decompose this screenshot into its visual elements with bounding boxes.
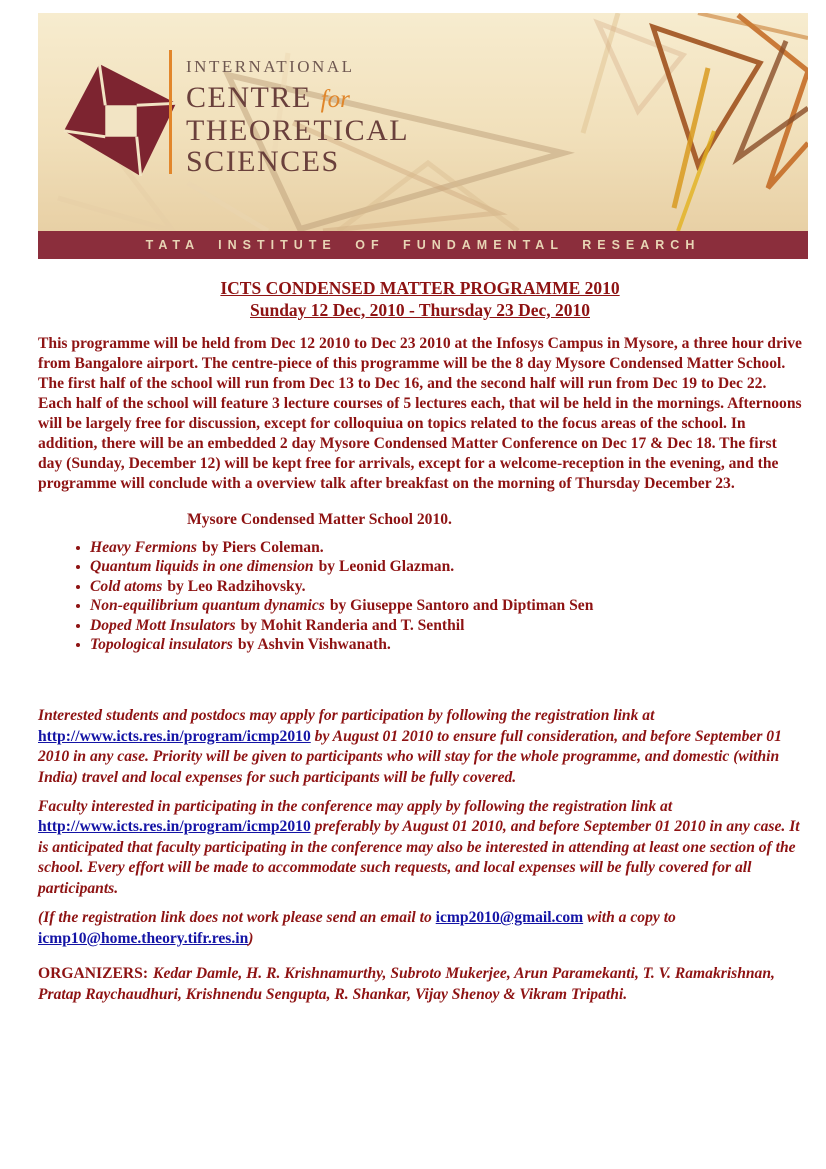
title-line-1: ICTS CONDENSED MATTER PROGRAMME 2010 <box>220 278 620 298</box>
logo-line-centre-for: CENTRE for <box>186 81 350 114</box>
paragraph-text: with a copy to <box>583 909 676 927</box>
paragraph-text: by August 01 2010 to ensure full consideration, and before September 01 2010 in any case. Priority will be given to participants who will stay for the whole programme, and domestic (within India) travel and local expenses for such participants will be fully covered. <box>38 727 782 786</box>
course-lecturers: by Ashvin Vishwanath. <box>237 636 391 654</box>
icts-pinwheel-logo-icon <box>62 62 180 180</box>
email-link[interactable]: icmp2010@gmail.com <box>435 909 584 927</box>
course-item <box>38 577 802 596</box>
course-topic: Cold atoms <box>90 577 163 595</box>
course-topic: Heavy Fermions <box>90 539 197 556</box>
programme-description: This programme will be held from Dec 12 2010 to Dec 23 2010 at the Infosys Campus in Mysore, a three hour drive from Bangalore airport. The centre-piece of this programme will be the 8 day Mysore Condensed Matter School. The first half of the school will run from Dec 13 to Dec 16, and the second half will run from Dec 19 to Dec 22. Each half of the school will feature 3 lecture courses of 5 lectures each, that wil be held in the mornings. Afternoons will be largely free for discussion, except for colloquiua on topics related to the focus areas of the school. In addition, there will be an embedded 2 day Mysore Condensed Matter Conference on Dec 17 & Dec 18. The first day (Sunday, December 12) will be kept free for arrivals, except for a welcome-reception in the evening, and the programme will conclude with a overview talk after breakfast on the morning of Thursday December 23. <box>38 335 802 492</box>
banner-artwork-area <box>38 13 808 231</box>
course-item <box>38 616 802 635</box>
organizers-names: Kedar Damle, H. R. Krishnamurthy, Subroto Mukerjee, Arun Paramekanti, T. V. Ramakrishnan, Pratap Raychaudhuri, Krishnendu Sengupta, R. Shankar, Vijay Shenoy & Vikram Tripathi. <box>38 964 775 1004</box>
students-registration-paragraph <box>38 706 808 788</box>
logo-line-theoretical: THEORETICAL <box>186 114 410 147</box>
course-item <box>38 635 802 654</box>
email-link[interactable]: icmp10@home.theory.tifr.res.in <box>38 929 249 947</box>
course-lecturers: by Leo Radzihovsky. <box>167 577 306 595</box>
course-item <box>38 557 802 576</box>
course-topic: Doped Mott Insulators <box>90 616 236 634</box>
faculty-registration-paragraph <box>38 797 808 899</box>
course-topic: Topological insulators <box>90 636 233 654</box>
icts-logo-wordmark <box>186 57 409 177</box>
course-item <box>38 538 802 557</box>
registration-link[interactable]: http://www.icts.res.in/program/icmp2010 <box>38 818 311 836</box>
logo-for-accent: for <box>320 86 350 113</box>
page-title <box>38 278 802 321</box>
logo-line-international: INTERNATIONAL <box>186 57 355 76</box>
course-lecturers: by Piers Coleman. <box>201 539 324 556</box>
organizers-label: ORGANIZERS: <box>38 964 149 982</box>
paragraph-text: Faculty interested in participating in the conference may apply by following the registration link at <box>38 798 673 816</box>
vertical-spacer <box>38 654 802 706</box>
organizers-paragraph <box>38 963 778 1006</box>
paragraph-text: ) <box>248 929 254 947</box>
paragraph-text: Interested students and postdocs may apply for participation by following the registration link at <box>38 707 655 725</box>
school-heading: Mysore Condensed Matter School 2010. <box>187 511 452 528</box>
paragraph-text: preferably by August 01 2010, and before September 01 2010 in any case. It is anticipated that faculty participating in the conference may also be interested in attending at least one section of the school. Every effort will be made to accommodate such requests, and local expenses will be fully covered for all participants. <box>38 818 800 897</box>
registration-link[interactable]: http://www.icts.res.in/program/icmp2010 <box>38 727 311 745</box>
course-topic: Quantum liquids in one dimension <box>90 558 314 576</box>
course-lecturers: by Giuseppe Santoro and Diptiman Sen <box>329 597 594 615</box>
course-lecturers: by Leonid Glazman. <box>318 558 455 576</box>
document-content <box>38 278 802 1006</box>
logo-divider <box>169 50 172 174</box>
email-fallback-paragraph <box>38 908 808 949</box>
course-lecturers: by Mohit Randeria and T. Senthil <box>240 616 465 634</box>
course-topic: Non-equilibrium quantum dynamics <box>90 597 325 615</box>
course-list <box>38 538 802 654</box>
paragraph-text: (If the registration link does not work please send an email to <box>38 909 436 927</box>
logo-line-sciences: SCIENCES <box>186 145 340 178</box>
title-line-2: Sunday 12 Dec, 2010 - Thursday 23 Dec, 2010 <box>250 299 590 320</box>
icts-banner <box>38 13 808 259</box>
course-item <box>38 596 802 615</box>
tifr-banner-bar: TATA INSTITUTE OF FUNDAMENTAL RESEARCH <box>38 231 808 259</box>
